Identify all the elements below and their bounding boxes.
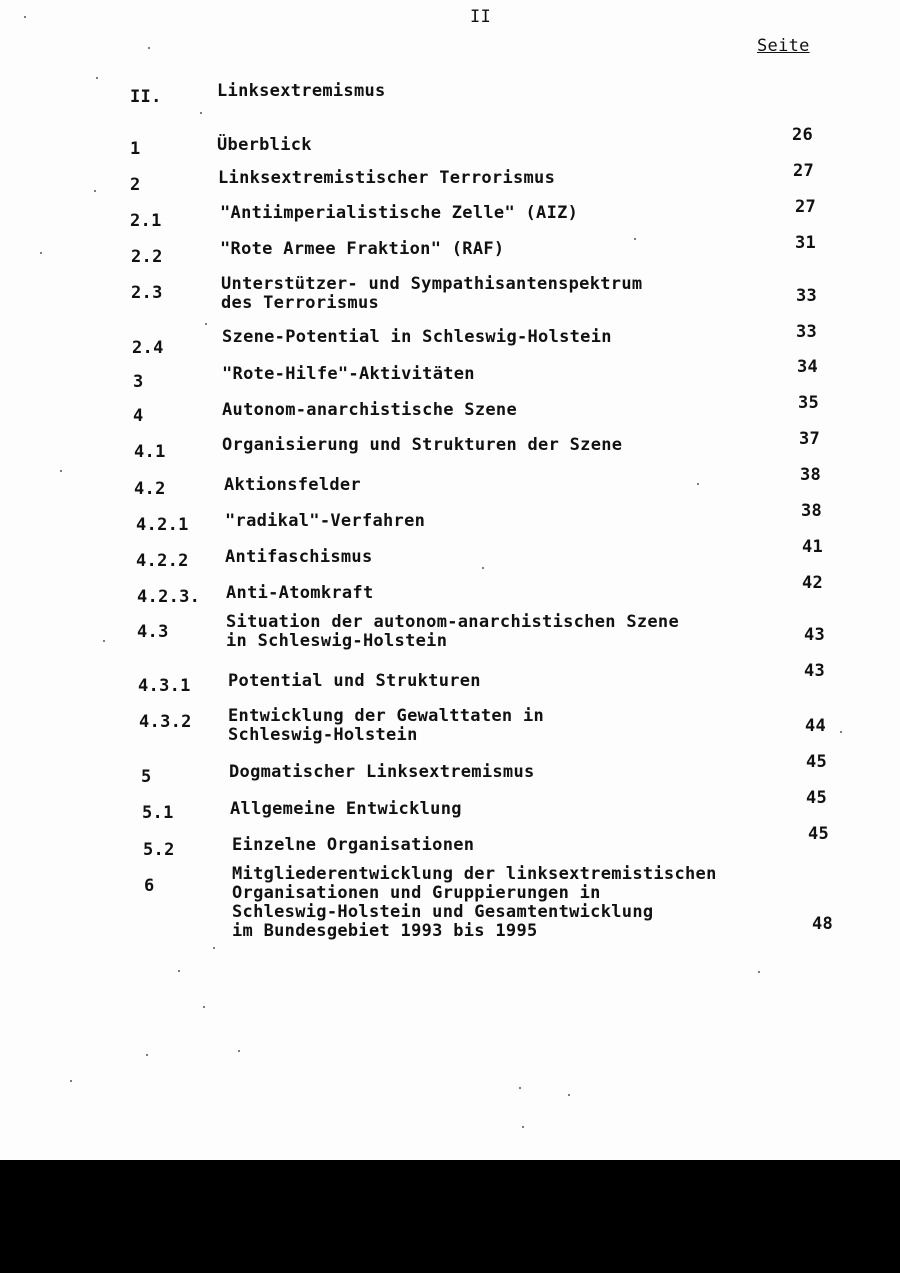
scan-speck bbox=[148, 47, 150, 49]
section-number: II. bbox=[130, 87, 162, 107]
scan-speck bbox=[697, 483, 699, 485]
toc-entry-title: Organisierung und Strukturen der Szene bbox=[222, 435, 623, 455]
toc-entry-page: 38 bbox=[800, 465, 822, 485]
toc-entry-title: "Antiimperialistische Zelle" (AIZ) bbox=[220, 203, 579, 223]
toc-entry-title: Mitgliederentwicklung der linksextremistischen Organisationen und Gruppierungen in Schleswig-Holstein und Gesamtentwicklung im Bundesgebiet 1993 bis 1995 bbox=[232, 864, 717, 941]
toc-entry-page: 45 bbox=[806, 788, 828, 808]
scan-speck bbox=[146, 1054, 148, 1056]
scan-speck bbox=[24, 16, 26, 18]
toc-entry-number: 2.1 bbox=[130, 211, 162, 231]
page-number: II bbox=[470, 7, 492, 27]
scan-speck bbox=[205, 323, 207, 325]
toc-entry-page: 26 bbox=[792, 125, 814, 145]
scan-speck bbox=[203, 1006, 205, 1008]
toc-entry-title: Anti-Atomkraft bbox=[226, 583, 374, 603]
toc-entry-page: 35 bbox=[798, 393, 820, 413]
scan-speck bbox=[238, 1050, 240, 1052]
toc-entry-number: 4.3.1 bbox=[138, 676, 191, 696]
toc-entry-title: Szene-Potential in Schleswig-Holstein bbox=[222, 327, 612, 347]
toc-entry-title: Linksextremistischer Terrorismus bbox=[218, 168, 556, 188]
toc-entry-title: Unterstützer- und Sympathisantenspektrum des Terrorismus bbox=[221, 274, 643, 313]
toc-entry-page: 27 bbox=[793, 161, 815, 181]
toc-entry-page: 43 bbox=[804, 625, 826, 645]
toc-entry-title: Dogmatischer Linksextremismus bbox=[229, 762, 535, 782]
section-title: Linksextremismus bbox=[217, 81, 386, 101]
toc-entry-page: 43 bbox=[804, 661, 826, 681]
toc-entry-title: Autonom-anarchistische Szene bbox=[222, 400, 517, 420]
scan-speck bbox=[568, 1094, 570, 1096]
toc-entry-title: Allgemeine Entwicklung bbox=[230, 799, 462, 819]
toc-entry-page: 41 bbox=[802, 537, 824, 557]
scan-speck bbox=[482, 567, 484, 569]
toc-entry-page: 42 bbox=[802, 573, 824, 593]
toc-entry-number: 4.2.1 bbox=[136, 515, 189, 535]
toc-entry-number: 4.2.3. bbox=[137, 587, 201, 607]
toc-entry-title: "Rote Armee Fraktion" (RAF) bbox=[220, 239, 505, 259]
toc-entry-number: 3 bbox=[133, 372, 144, 392]
scan-speck bbox=[94, 190, 96, 192]
toc-entry-page: 33 bbox=[796, 322, 818, 342]
scan-speck bbox=[178, 970, 180, 972]
toc-entry-number: 5 bbox=[141, 767, 152, 787]
scan-speck bbox=[758, 971, 760, 973]
toc-entry-number: 4 bbox=[133, 406, 144, 426]
toc-entry-page: 34 bbox=[797, 357, 819, 377]
toc-entry-title: Einzelne Organisationen bbox=[232, 835, 475, 855]
toc-entry-number: 2.2 bbox=[131, 247, 163, 267]
toc-entry-number: 2.4 bbox=[132, 338, 164, 358]
toc-entry-page: 45 bbox=[806, 752, 828, 772]
toc-entry-page: 44 bbox=[805, 716, 827, 736]
toc-entry-page: 48 bbox=[812, 914, 834, 934]
scan-speck bbox=[634, 238, 636, 240]
toc-entry-title: Antifaschismus bbox=[225, 547, 373, 567]
toc-entry-title: Aktionsfelder bbox=[224, 475, 361, 495]
toc-entry-number: 4.3.2 bbox=[139, 712, 192, 732]
scan-speck bbox=[70, 1080, 72, 1082]
toc-entry-number: 2.3 bbox=[131, 283, 163, 303]
seite-column-header: Seite bbox=[757, 36, 810, 56]
scan-speck bbox=[519, 1087, 521, 1089]
toc-entry-number: 5.1 bbox=[142, 803, 174, 823]
toc-entry-title: "radikal"-Verfahren bbox=[225, 511, 426, 531]
toc-entry-title: "Rote-Hilfe"-Aktivitäten bbox=[222, 364, 475, 384]
toc-entry-number: 1 bbox=[130, 139, 141, 159]
toc-entry-page: 27 bbox=[795, 197, 817, 217]
scan-black-border bbox=[0, 1160, 900, 1273]
toc-entry-page: 37 bbox=[799, 429, 821, 449]
toc-entry-title: Situation der autonom-anarchistischen Szene in Schleswig-Holstein bbox=[226, 612, 679, 651]
toc-entry-page: 45 bbox=[808, 824, 830, 844]
toc-entry-number: 5.2 bbox=[143, 840, 175, 860]
toc-entry-page: 38 bbox=[801, 501, 823, 521]
toc-entry-number: 4.2.2 bbox=[136, 551, 189, 571]
toc-entry-number: 4.1 bbox=[134, 442, 166, 462]
toc-entry-title: Überblick bbox=[217, 135, 312, 155]
scan-speck bbox=[840, 731, 842, 733]
scan-speck bbox=[40, 252, 42, 254]
toc-entry-number: 4.3 bbox=[137, 622, 169, 642]
scan-speck bbox=[96, 77, 98, 79]
toc-entry-number: 4.2 bbox=[134, 479, 166, 499]
toc-entry-number: 2 bbox=[130, 175, 141, 195]
scan-speck bbox=[103, 640, 105, 642]
scan-speck bbox=[200, 112, 202, 114]
toc-entry-title: Potential und Strukturen bbox=[228, 671, 481, 691]
scan-speck bbox=[213, 947, 215, 949]
toc-entry-number: 6 bbox=[144, 876, 155, 896]
scan-speck bbox=[522, 1126, 524, 1128]
toc-entry-title: Entwicklung der Gewalttaten in Schleswig-Holstein bbox=[228, 706, 545, 745]
toc-entry-page: 33 bbox=[796, 286, 818, 306]
scan-speck bbox=[60, 470, 62, 472]
toc-entry-page: 31 bbox=[795, 233, 817, 253]
